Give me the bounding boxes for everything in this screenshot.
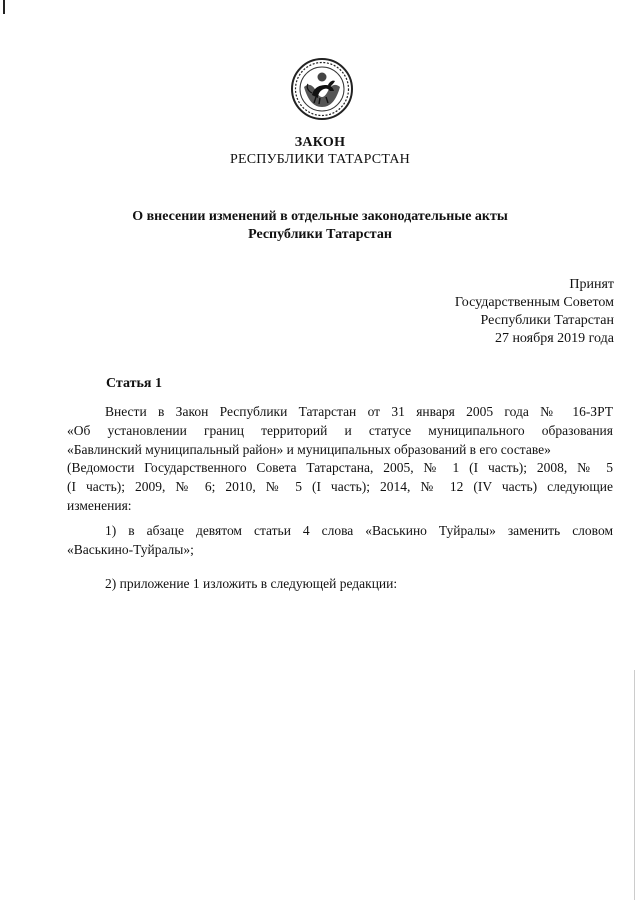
paragraph-amendment-intro bbox=[67, 403, 613, 516]
heading-line: Республики Татарстан bbox=[248, 227, 392, 242]
adoption-line: Республики Татарстан bbox=[480, 313, 614, 328]
adoption-line: Принят bbox=[569, 277, 614, 292]
text-line: «Васькино-Туйралы»; bbox=[67, 541, 194, 557]
law-title: ЗАКОН bbox=[294, 135, 346, 150]
article-title: Статья 1 bbox=[106, 376, 162, 391]
text-line: Внести в Закон Республики Татарстан от 31 января 2005 года № 16-ЗРТ bbox=[105, 404, 613, 419]
heading-line: О внесении изменений в отдельные законодательные акты bbox=[132, 209, 508, 224]
text-line: изменения: bbox=[67, 497, 132, 513]
text-line: «Бавлинский муниципальный район» и муниципальных образований в его составе» bbox=[67, 441, 551, 457]
document-heading bbox=[100, 208, 540, 244]
adoption-date: 27 ноября 2019 года bbox=[494, 331, 614, 346]
adoption-block bbox=[455, 276, 614, 348]
tatarstan-coat-of-arms-icon bbox=[290, 57, 354, 121]
scan-edge-mark bbox=[3, 0, 5, 14]
scan-edge-line bbox=[634, 670, 635, 900]
text-line: «Об установлении границ территорий и статусе муниципального образования bbox=[67, 422, 613, 438]
paragraph-item-2 bbox=[67, 575, 613, 594]
text-line: 2) приложение 1 изложить в следующей редакции: bbox=[105, 576, 398, 591]
text-line: (I часть); 2009, № 6; 2010, № 5 (I часть); 2014, № 12 (IV часть) следующие bbox=[67, 479, 613, 495]
text-line: (Ведомости Государственного Совета Татарстана, 2005, № 1 (I часть); 2008, № 5 bbox=[67, 460, 613, 476]
law-subtitle: РЕСПУБЛИКИ ТАТАРСТАН bbox=[229, 152, 410, 167]
text-line: 1) в абзаце девятом статьи 4 слова «Васькино Туйралы» заменить словом bbox=[105, 523, 613, 538]
adoption-line: Государственным Советом bbox=[454, 295, 614, 310]
paragraph-item-1 bbox=[67, 522, 613, 560]
